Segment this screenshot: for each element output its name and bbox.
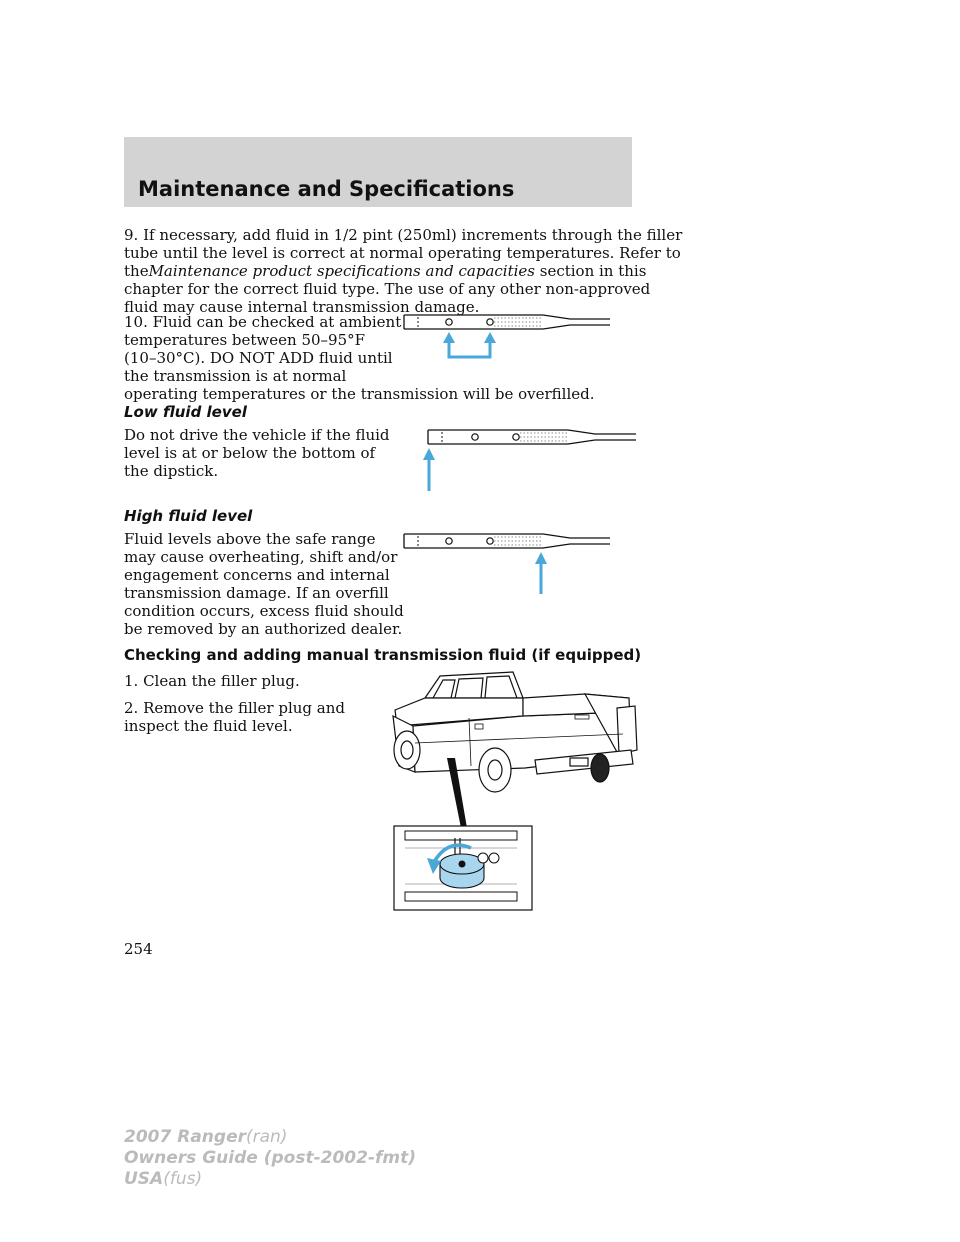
- step-10-line-4: the transmission is at normal: [124, 367, 347, 385]
- spec-reference: Maintenance product specifications and capacities: [148, 262, 535, 280]
- step-10-line-1: 10. Fluid can be checked at ambient: [124, 313, 402, 331]
- step-9-line-4: chapter for the correct fluid type. The use of any other non-approved: [124, 280, 651, 298]
- step-9-line-2: tube until the level is correct at normal operating temperatures. Refer to: [124, 244, 681, 262]
- dipstick-low-level-figure: [420, 425, 640, 495]
- pickup-truck-drawing: [393, 672, 637, 792]
- document-footer: [124, 1127, 416, 1190]
- low-fluid-heading: Low fluid level: [124, 403, 247, 421]
- truck-filler-plug-figure: [385, 668, 640, 913]
- low-line-2: level is at or below the bottom of: [124, 444, 376, 462]
- high-fluid-paragraph: [124, 530, 404, 638]
- high-line-5: condition occurs, excess fluid should: [124, 602, 404, 620]
- high-line-2: may cause overheating, shift and/or: [124, 548, 398, 566]
- manual-step-2-line-1: 2. Remove the filler plug and: [124, 699, 346, 717]
- low-fluid-paragraph: [124, 426, 390, 480]
- section-title: Maintenance and Specifications: [138, 177, 515, 201]
- footer-line-2: Owners Guide (post-2002-fmt): [124, 1148, 417, 1168]
- dipstick-high-level-figure: [400, 530, 615, 598]
- page-number: 254: [124, 940, 153, 958]
- low-line-1: Do not drive the vehicle if the fluid: [124, 426, 390, 444]
- step-10-line-3: (10–30°C). DO NOT ADD fluid until: [124, 349, 393, 367]
- manual-step-1: 1. Clean the filler plug.: [124, 672, 300, 690]
- dipstick-normal-range-figure: [400, 310, 615, 375]
- high-line-3: engagement concerns and internal: [124, 566, 390, 584]
- footer-line-1: 2007 Ranger(ran): [124, 1127, 288, 1147]
- step-9-line-3: theMaintenance product specifications and capacities section in this: [124, 262, 647, 280]
- low-line-3: the dipstick.: [124, 462, 219, 480]
- manual-transmission-heading: Checking and adding manual transmission fluid (if equipped): [124, 646, 642, 664]
- manual-step-2: [124, 699, 345, 735]
- step-9-line-1: 9. If necessary, add fluid in 1/2 pint (250ml) increments through the filler: [124, 226, 683, 244]
- step-9-paragraph: [124, 226, 682, 316]
- step-10-line-2: temperatures between 50–95°F: [124, 331, 366, 349]
- footer-line-3: USA(fus): [124, 1169, 203, 1189]
- step-10-line-5: operating temperatures or the transmission will be overfilled.: [124, 385, 595, 403]
- step-9-line-5: fluid may cause internal transmission damage.: [124, 298, 480, 316]
- filler-plug-detail: [394, 826, 532, 910]
- manual-step-2-line-2: inspect the fluid level.: [124, 717, 293, 735]
- high-line-4: transmission damage. If an overfill: [124, 584, 389, 602]
- high-fluid-heading: High fluid level: [124, 507, 253, 525]
- high-line-1: Fluid levels above the safe range: [124, 530, 376, 548]
- high-line-6: be removed by an authorized dealer.: [124, 620, 403, 638]
